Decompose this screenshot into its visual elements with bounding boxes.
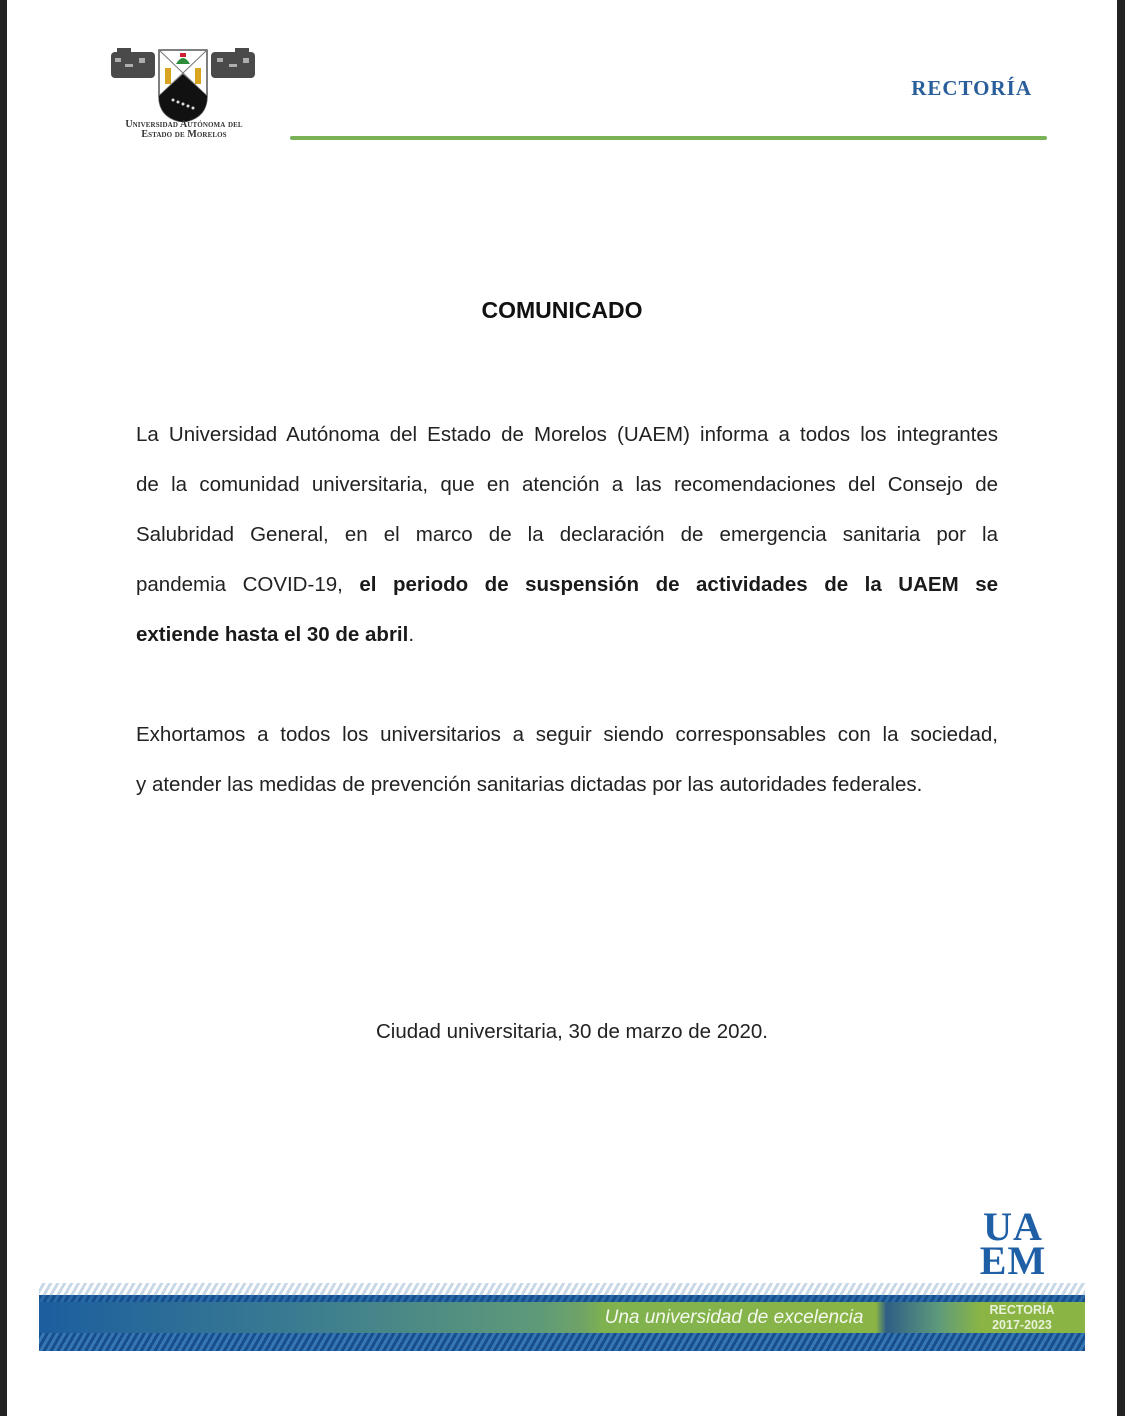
paragraph-line: de la comunidad universitaria, que en atención a las recomendaciones del Consejo de <box>136 473 998 496</box>
paragraph-line <box>136 560 998 610</box>
uaem-logo-line1: UA <box>983 1204 1043 1249</box>
paragraph-line <box>136 610 998 660</box>
banner-hatch-top <box>39 1295 1085 1302</box>
banner-band <box>39 1295 1085 1351</box>
paragraph-line: La Universidad Autónoma del Estado de Morelos (UAEM) informa a todos los integrantes <box>136 423 998 446</box>
paragraph-exhortation <box>136 710 998 810</box>
paragraph-line: Salubridad General, en el marco de la declaración de emergencia sanitaria por la <box>136 523 998 546</box>
place-and-date: Ciudad universitaria, 30 de marzo de 2020. <box>375 1020 768 1043</box>
banner-gradient <box>39 1302 1085 1333</box>
paragraph-announcement <box>136 410 998 660</box>
uaem-logo <box>973 1204 1053 1283</box>
line-regular-text: pandemia COVID-19, <box>136 573 343 596</box>
header-divider <box>290 136 1047 140</box>
document-page <box>7 0 1117 1416</box>
paragraph-line: y atender las medidas de prevención sanitarias dictadas por las autoridades federales. <box>136 773 923 796</box>
banner-slogan: Una universidad de excelencia <box>604 1307 864 1328</box>
banner-hatch-bottom <box>39 1333 1085 1351</box>
highlighted-text: extiende hasta el 30 de abril <box>136 623 409 646</box>
uaem-logo-line2: EM <box>979 1238 1047 1283</box>
banner-rectoria-label: RECTORÍA <box>989 1303 1055 1317</box>
institution-name-line2: Estado de Morelos <box>141 129 227 140</box>
line-end-punctuation: . <box>408 623 415 646</box>
banner-rectoria <box>959 1303 1085 1333</box>
banner-hatch-stripe <box>39 1283 1085 1295</box>
paragraph-line: Exhortamos a todos los universitarios a seguir siendo corresponsables con la sociedad, <box>136 723 998 746</box>
document-title: COMUNICADO <box>481 297 643 323</box>
department-heading: RECTORÍA <box>911 76 1032 100</box>
institution-name <box>103 120 265 140</box>
banner-period: 2017-2023 <box>992 1318 1052 1332</box>
institution-name-line1: Universidad Autónoma del <box>125 119 243 130</box>
university-crest-icon <box>107 44 259 122</box>
footer-banner <box>39 1283 1085 1351</box>
highlighted-text: el periodo de suspensión de actividades de la UAEM se <box>359 573 998 596</box>
